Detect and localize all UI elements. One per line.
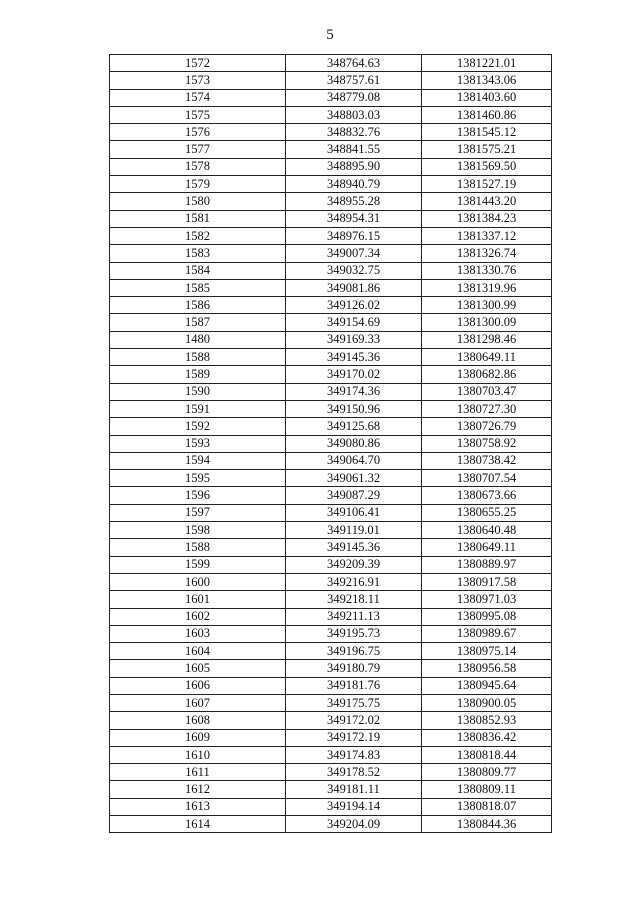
x-coordinate-cell: 348976.15 [286,227,422,244]
point-number-cell: 1606 [110,677,286,694]
x-coordinate-cell: 349169.33 [286,331,422,348]
point-number-cell: 1613 [110,798,286,815]
point-number-cell: 1591 [110,400,286,417]
point-number-cell: 1573 [110,72,286,89]
x-coordinate-cell: 349106.41 [286,504,422,521]
y-coordinate-cell: 1380726.79 [422,418,552,435]
table-row [110,89,552,106]
y-coordinate-cell: 1380975.14 [422,643,552,660]
y-coordinate-cell: 1380818.44 [422,746,552,763]
y-coordinate-cell: 1381460.86 [422,106,552,123]
point-number-cell: 1608 [110,712,286,729]
y-coordinate-cell: 1381330.76 [422,262,552,279]
table-row [110,539,552,556]
y-coordinate-cell: 1380649.11 [422,539,552,556]
point-number-cell: 1592 [110,418,286,435]
point-number-cell: 1577 [110,141,286,158]
y-coordinate-cell: 1380738.42 [422,452,552,469]
point-number-cell: 1587 [110,314,286,331]
y-coordinate-cell: 1380703.47 [422,383,552,400]
x-coordinate-cell: 349196.75 [286,643,422,660]
y-coordinate-cell: 1381575.21 [422,141,552,158]
x-coordinate-cell: 348954.31 [286,210,422,227]
point-number-cell: 1589 [110,366,286,383]
point-number-cell: 1572 [110,55,286,72]
y-coordinate-cell: 1381326.74 [422,245,552,262]
y-coordinate-cell: 1381545.12 [422,124,552,141]
x-coordinate-cell: 349145.36 [286,539,422,556]
coordinates-table [109,54,552,833]
point-number-cell: 1582 [110,227,286,244]
table-row [110,124,552,141]
y-coordinate-cell: 1380673.66 [422,487,552,504]
x-coordinate-cell: 349125.68 [286,418,422,435]
point-number-cell: 1586 [110,297,286,314]
y-coordinate-cell: 1380844.36 [422,816,552,833]
point-number-cell: 1602 [110,608,286,625]
y-coordinate-cell: 1381300.99 [422,297,552,314]
point-number-cell: 1575 [110,106,286,123]
point-number-cell: 1603 [110,625,286,642]
table-row [110,452,552,469]
point-number-cell: 1576 [110,124,286,141]
point-number-cell: 1598 [110,522,286,539]
table-row [110,297,552,314]
point-number-cell: 1609 [110,729,286,746]
x-coordinate-cell: 349181.11 [286,781,422,798]
x-coordinate-cell: 348764.63 [286,55,422,72]
table-row [110,677,552,694]
x-coordinate-cell: 349061.32 [286,470,422,487]
x-coordinate-cell: 349218.11 [286,591,422,608]
table-row [110,400,552,417]
x-coordinate-cell: 349154.69 [286,314,422,331]
table-row [110,470,552,487]
point-number-cell: 1601 [110,591,286,608]
table-row [110,418,552,435]
table-row [110,279,552,296]
y-coordinate-cell: 1380956.58 [422,660,552,677]
x-coordinate-cell: 349126.02 [286,297,422,314]
y-coordinate-cell: 1380818.07 [422,798,552,815]
x-coordinate-cell: 349145.36 [286,349,422,366]
table-row [110,245,552,262]
table-row [110,643,552,660]
y-coordinate-cell: 1381221.01 [422,55,552,72]
table-row [110,591,552,608]
x-coordinate-cell: 349209.39 [286,556,422,573]
table-row [110,106,552,123]
y-coordinate-cell: 1381403.60 [422,89,552,106]
x-coordinate-cell: 349119.01 [286,522,422,539]
point-number-cell: 1593 [110,435,286,452]
x-coordinate-cell: 349174.83 [286,746,422,763]
table-row [110,798,552,815]
x-coordinate-cell: 349194.14 [286,798,422,815]
x-coordinate-cell: 349087.29 [286,487,422,504]
y-coordinate-cell: 1380809.11 [422,781,552,798]
y-coordinate-cell: 1380889.97 [422,556,552,573]
point-number-cell: 1597 [110,504,286,521]
table-row [110,158,552,175]
x-coordinate-cell: 349175.75 [286,694,422,711]
point-number-cell: 1578 [110,158,286,175]
table-row [110,764,552,781]
table-row [110,625,552,642]
table-row [110,331,552,348]
table-row [110,314,552,331]
table-row [110,227,552,244]
point-number-cell: 1584 [110,262,286,279]
table-row [110,55,552,72]
point-number-cell: 1599 [110,556,286,573]
y-coordinate-cell: 1380682.86 [422,366,552,383]
point-number-cell: 1590 [110,383,286,400]
y-coordinate-cell: 1381443.20 [422,193,552,210]
point-number-cell: 1583 [110,245,286,262]
y-coordinate-cell: 1380655.25 [422,504,552,521]
y-coordinate-cell: 1380945.64 [422,677,552,694]
point-number-cell: 1580 [110,193,286,210]
point-number-cell: 1611 [110,764,286,781]
x-coordinate-cell: 349007.34 [286,245,422,262]
table-row [110,712,552,729]
x-coordinate-cell: 349216.91 [286,573,422,590]
y-coordinate-cell: 1381343.06 [422,72,552,89]
point-number-cell: 1614 [110,816,286,833]
table-row [110,141,552,158]
x-coordinate-cell: 349211.13 [286,608,422,625]
point-number-cell: 1588 [110,539,286,556]
point-number-cell: 1480 [110,331,286,348]
y-coordinate-cell: 1380900.05 [422,694,552,711]
y-coordinate-cell: 1380649.11 [422,349,552,366]
table-row [110,176,552,193]
x-coordinate-cell: 349064.70 [286,452,422,469]
table-row [110,556,552,573]
y-coordinate-cell: 1380989.67 [422,625,552,642]
table-row [110,746,552,763]
x-coordinate-cell: 349181.76 [286,677,422,694]
point-number-cell: 1604 [110,643,286,660]
point-number-cell: 1588 [110,349,286,366]
table-row [110,729,552,746]
y-coordinate-cell: 1380995.08 [422,608,552,625]
point-number-cell: 1610 [110,746,286,763]
x-coordinate-cell: 348803.03 [286,106,422,123]
y-coordinate-cell: 1381569.50 [422,158,552,175]
point-number-cell: 1607 [110,694,286,711]
x-coordinate-cell: 349180.79 [286,660,422,677]
table-row [110,72,552,89]
table-row [110,383,552,400]
y-coordinate-cell: 1380758.92 [422,435,552,452]
y-coordinate-cell: 1381300.09 [422,314,552,331]
x-coordinate-cell: 348779.08 [286,89,422,106]
x-coordinate-cell: 349081.86 [286,279,422,296]
y-coordinate-cell: 1380917.58 [422,573,552,590]
page-number: 5 [326,27,334,43]
table-row [110,193,552,210]
point-number-cell: 1579 [110,176,286,193]
point-number-cell: 1594 [110,452,286,469]
table-row [110,608,552,625]
x-coordinate-cell: 349032.75 [286,262,422,279]
point-number-cell: 1574 [110,89,286,106]
y-coordinate-cell: 1381337.12 [422,227,552,244]
point-number-cell: 1612 [110,781,286,798]
table-row [110,660,552,677]
table-row [110,366,552,383]
point-number-cell: 1585 [110,279,286,296]
y-coordinate-cell: 1380809.77 [422,764,552,781]
y-coordinate-cell: 1380971.03 [422,591,552,608]
y-coordinate-cell: 1381298.46 [422,331,552,348]
x-coordinate-cell: 349204.09 [286,816,422,833]
y-coordinate-cell: 1380852.93 [422,712,552,729]
table-row [110,781,552,798]
table-row [110,349,552,366]
table-row [110,487,552,504]
x-coordinate-cell: 348757.61 [286,72,422,89]
y-coordinate-cell: 1381319.96 [422,279,552,296]
table-row [110,522,552,539]
table-row [110,435,552,452]
point-number-cell: 1596 [110,487,286,504]
table-row [110,816,552,833]
x-coordinate-cell: 348955.28 [286,193,422,210]
x-coordinate-cell: 349150.96 [286,400,422,417]
table-row [110,573,552,590]
point-number-cell: 1600 [110,573,286,590]
point-number-cell: 1605 [110,660,286,677]
coordinates-table-body [110,55,552,833]
x-coordinate-cell: 349170.02 [286,366,422,383]
x-coordinate-cell: 348832.76 [286,124,422,141]
table-row [110,210,552,227]
y-coordinate-cell: 1380640.48 [422,522,552,539]
table-row [110,694,552,711]
table-row [110,504,552,521]
x-coordinate-cell: 348940.79 [286,176,422,193]
x-coordinate-cell: 349195.73 [286,625,422,642]
x-coordinate-cell: 349172.02 [286,712,422,729]
x-coordinate-cell: 348841.55 [286,141,422,158]
x-coordinate-cell: 349174.36 [286,383,422,400]
y-coordinate-cell: 1380836.42 [422,729,552,746]
y-coordinate-cell: 1381384.23 [422,210,552,227]
x-coordinate-cell: 349172.19 [286,729,422,746]
x-coordinate-cell: 349080.86 [286,435,422,452]
y-coordinate-cell: 1380727.30 [422,400,552,417]
y-coordinate-cell: 1380707.54 [422,470,552,487]
y-coordinate-cell: 1381527.19 [422,176,552,193]
point-number-cell: 1595 [110,470,286,487]
table-row [110,262,552,279]
x-coordinate-cell: 349178.52 [286,764,422,781]
x-coordinate-cell: 348895.90 [286,158,422,175]
point-number-cell: 1581 [110,210,286,227]
